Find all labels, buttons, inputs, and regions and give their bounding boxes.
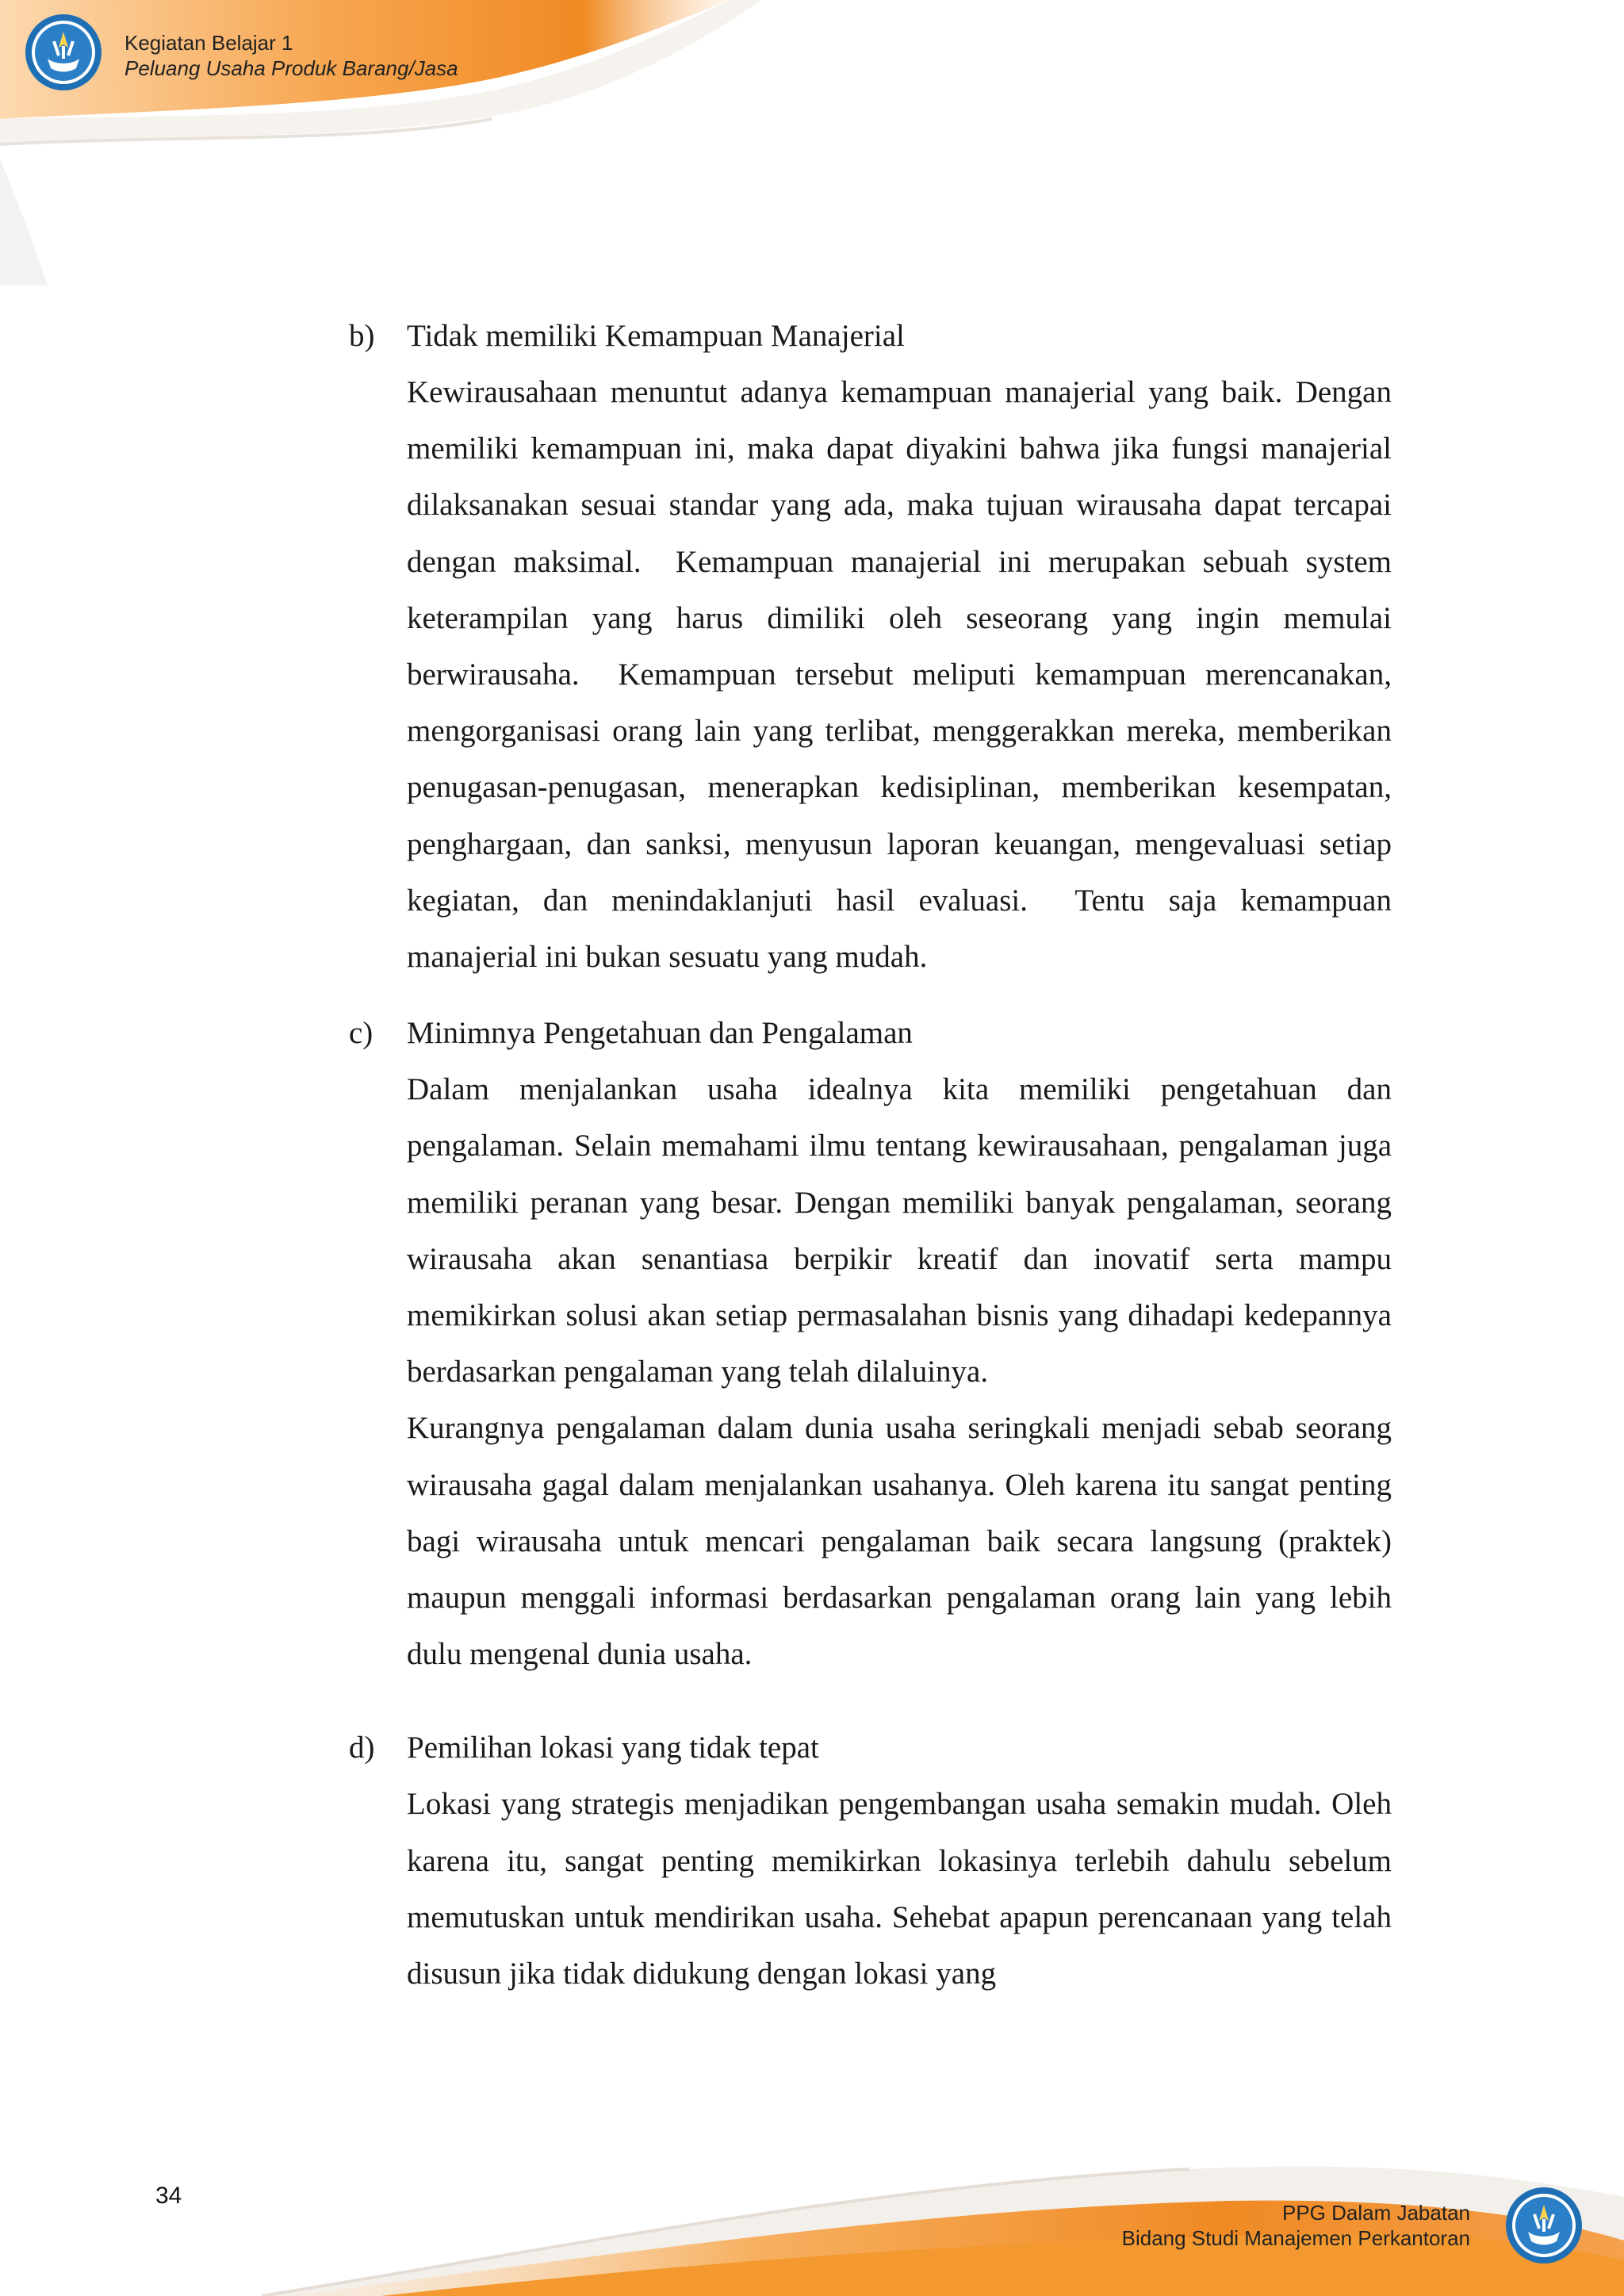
- header-title: Kegiatan Belajar 1: [124, 31, 293, 55]
- section-marker: b): [349, 319, 375, 353]
- section-heading: Minimnya Pengetahuan dan Pengalaman: [407, 1016, 913, 1051]
- page-number: 34: [155, 2183, 182, 2209]
- section-heading: Tidak memiliki Kemampuan Manajerial: [407, 319, 905, 353]
- footer-program: PPG Dalam Jabatan: [1281, 2201, 1470, 2225]
- section-c: [349, 1005, 1400, 1682]
- section-paragraph: Dalam menjalankan usaha idealnya kita memiliki pengetahuan dan pengalaman. Selain memahami ilmu tentang kewirausahaan, pengalaman juga memiliki peranan yang besar. Dengan memiliki banyak pengalaman, seorang wirausaha akan senantiasa berpikir kreatif dan inovatif serta mampu memikirkan solusi akan setiap permasalahan bisnis yang dihadapi kedepannya berdasarkan pengalaman yang telah dilaluinya.: [407, 1072, 1400, 1389]
- header-subtitle: Peluang Usaha Produk Barang/Jasa: [124, 56, 458, 80]
- footer-swoosh-decoration: [0, 2058, 1624, 2296]
- footer-field: Bidang Studi Manajemen Perkantoran: [1121, 2226, 1470, 2250]
- footer-text: [1122, 2200, 1470, 2251]
- header-text: [124, 30, 458, 81]
- section-heading: Pemilihan lokasi yang tidak tepat: [407, 1731, 819, 1765]
- ministry-logo-icon: [24, 13, 103, 92]
- ministry-logo-icon: [1504, 2186, 1584, 2265]
- section-b: [349, 308, 1400, 985]
- section-paragraph: Kurangnya pengalaman dalam dunia usaha seringkali menjadi sebab seorang wirausaha gagal dalam menjalankan usahanya. Oleh karena itu sangat penting bagi wirausaha untuk mencari pengalaman baik secara langsung (praktek) maupun menggali informasi berdasarkan pengalaman orang lain yang lebih dulu mengenal dunia usaha.: [407, 1411, 1400, 1672]
- section-paragraph: Kewirausahaan menuntut adanya kemampuan manajerial yang baik. Dengan memiliki kemampuan ini, maka dapat diyakini bahwa jika fungsi manajerial dilaksanakan sesuai standar yang ada, maka tujuan wirausaha dapat tercapai dengan maksimal. Kemampuan manajerial ini merupakan sebuah system keterampilan yang harus dimiliki oleh seseorang yang ingin memulai berwirausaha. Kemampuan tersebut meliputi kemampuan merencanakan, mengorganisasi orang lain yang terlibat, menggerakkan mereka, memberikan penugasan-penugasan, menerapkan kedisiplinan, memberikan kesempatan, penghargaan, dan sanksi, menyusun laporan keuangan, mengevaluasi setiap kegiatan, dan menindaklanjuti hasil evaluasi. Tentu saja kemampuan manajerial ini bukan sesuatu yang mudah.: [407, 375, 1400, 975]
- page-content: [349, 308, 1400, 2002]
- section-d: [349, 1719, 1400, 2002]
- section-marker: d): [349, 1731, 375, 1765]
- section-paragraph: Lokasi yang strategis menjadikan pengembangan usaha semakin mudah. Oleh karena itu, sangat penting memikirkan lokasinya terlebih dahulu sebelum memutuskan untuk mendirikan usaha. Sehebat apapun perencanaan yang telah disusun jika tidak didukung dengan lokasi yang: [407, 1787, 1400, 1991]
- section-marker: c): [349, 1016, 373, 1051]
